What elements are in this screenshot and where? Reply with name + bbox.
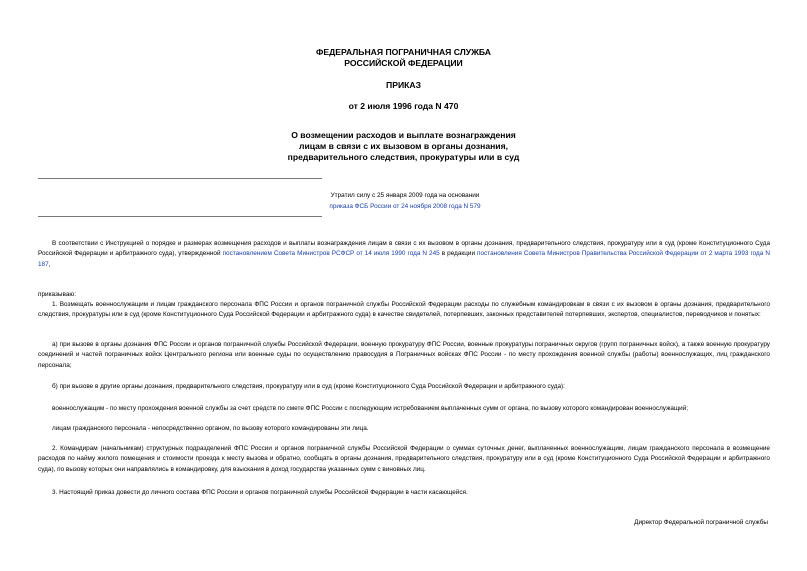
clause-2: 2. Командирам (начальникам) структурных подразделений ФПС России и органов пограничной службы Российской Федерации о суммах суточных денег, выплаченных военнослужащим, лицам гражданского персонала в возмещение расходов по найму жилого помещения и стоимости проезда к месту вызова и обратно, сообщать в органы дознания, предварительного следствия, прокуратуру или в суд (кроме Конституционного Суда Российской Федерации и арбитражного суда), по вызову которых они направлялись в командировку, для взыскания в доход государства указанных сумм с виновных лиц.: [38, 445, 770, 473]
divider-top: [38, 178, 322, 179]
issuer-line-1: ФЕДЕРАЛЬНАЯ ПОГРАНИЧНАЯ СЛУЖБА: [316, 47, 491, 57]
clause-military: военнослужащим - по месту прохождения военной службы за счет средств по смете ФПС России с последующим истребованием выплаченных сумм от органа, по вызову которого командирован военнослужащий;: [52, 405, 689, 412]
issuer-line-2: РОССИЙСКОЙ ФЕДЕРАЦИИ: [344, 58, 463, 68]
intro-text-before: В соответствии с Инструкцией о порядке и размерах возмещения расходов и выплаты вознаграждения лицам в связи с их вызовом в органы дознания, предварительного следствия, прокуратуру или в суд (кроме Конституционного Суда Российской Федерации и арбитражного суда), утвержденной: [38, 240, 770, 258]
intro-paragraph: [38, 239, 770, 270]
intro-text-middle: в редакции: [439, 250, 478, 258]
lapse-notice: [300, 190, 510, 212]
document-date-number: от 2 июля 1996 года N 470: [348, 101, 459, 111]
order-word: приказываю:: [38, 291, 76, 298]
clause-civilian: лицам гражданского персонала - непосредственно органом, по вызову которого командированы эти лица.: [52, 425, 369, 432]
title-line-2: лицам в связи с их вызовом в органы дознания,: [299, 141, 508, 151]
clause-1b: б) при вызове в другие органы дознания, предварительного следствия, прокуратуру или в суд (кроме Конституционного Суда Российской Федерации и арбитражного суда):: [52, 383, 565, 390]
intro-text-after: ,: [48, 260, 51, 268]
clause-1: 1. Возмещать военнослужащим и лицам гражданского персонала ФПС России и органов пограничной службы Российской Федерации расходы по служебным командировкам в связи с их вызовом в органы дознания, предварительного следствия, прокуратуры или в суд (кроме Конституционного Суда Российской Федерации и арбитражного суда) в качестве свидетелей, потерпевших, законных представителей потерпевших, экспертов, специалистов, переводчиков и понятых:: [38, 301, 770, 319]
divider-bottom: [38, 216, 322, 217]
title-line-1: О возмещении расходов и выплате вознаграждения: [291, 130, 516, 140]
resolution-link-1990[interactable]: постановлением Совета Министров РСФСР от 14 июля 1990 года N 245: [222, 250, 440, 258]
document-type: ПРИКАЗ: [386, 80, 421, 90]
lapse-text: Утратил силу с 25 января 2009 года на основании: [330, 192, 480, 199]
clause-3: 3. Настоящий приказ довести до личного состава ФПС России и органов пограничной службы Российской Федерации в части касающейся.: [52, 489, 468, 496]
document-title: [0, 130, 807, 163]
lapse-link[interactable]: приказа ФСБ России от 24 ноября 2008 года N 579: [329, 203, 481, 210]
clause-1a: а) при вызове в органы дознания ФПС России и органов пограничной службы Российской Федерации, военную прокуратуру ФПС России, военные прокуратуры пограничных округов (групп пограничных войск), а также военную прокуратуру соединений и частей пограничных войск Центрального региона или военные суды по осуществлению правосудия в Пограничных войсках ФПС России - по месту прохождения военной службы (работы) военнослужащих, лиц гражданского персонала;: [38, 341, 770, 369]
signature-line: Директор Федеральной пограничной службы: [634, 519, 768, 526]
resolution-link-1993[interactable]: постановления Совета Министров Правительства Российской Федерации от 2 марта 1993 года N 187: [38, 250, 770, 268]
title-line-3: предварительного следствия, прокуратуры или в суд: [287, 152, 520, 162]
issuer-heading: [0, 47, 807, 69]
